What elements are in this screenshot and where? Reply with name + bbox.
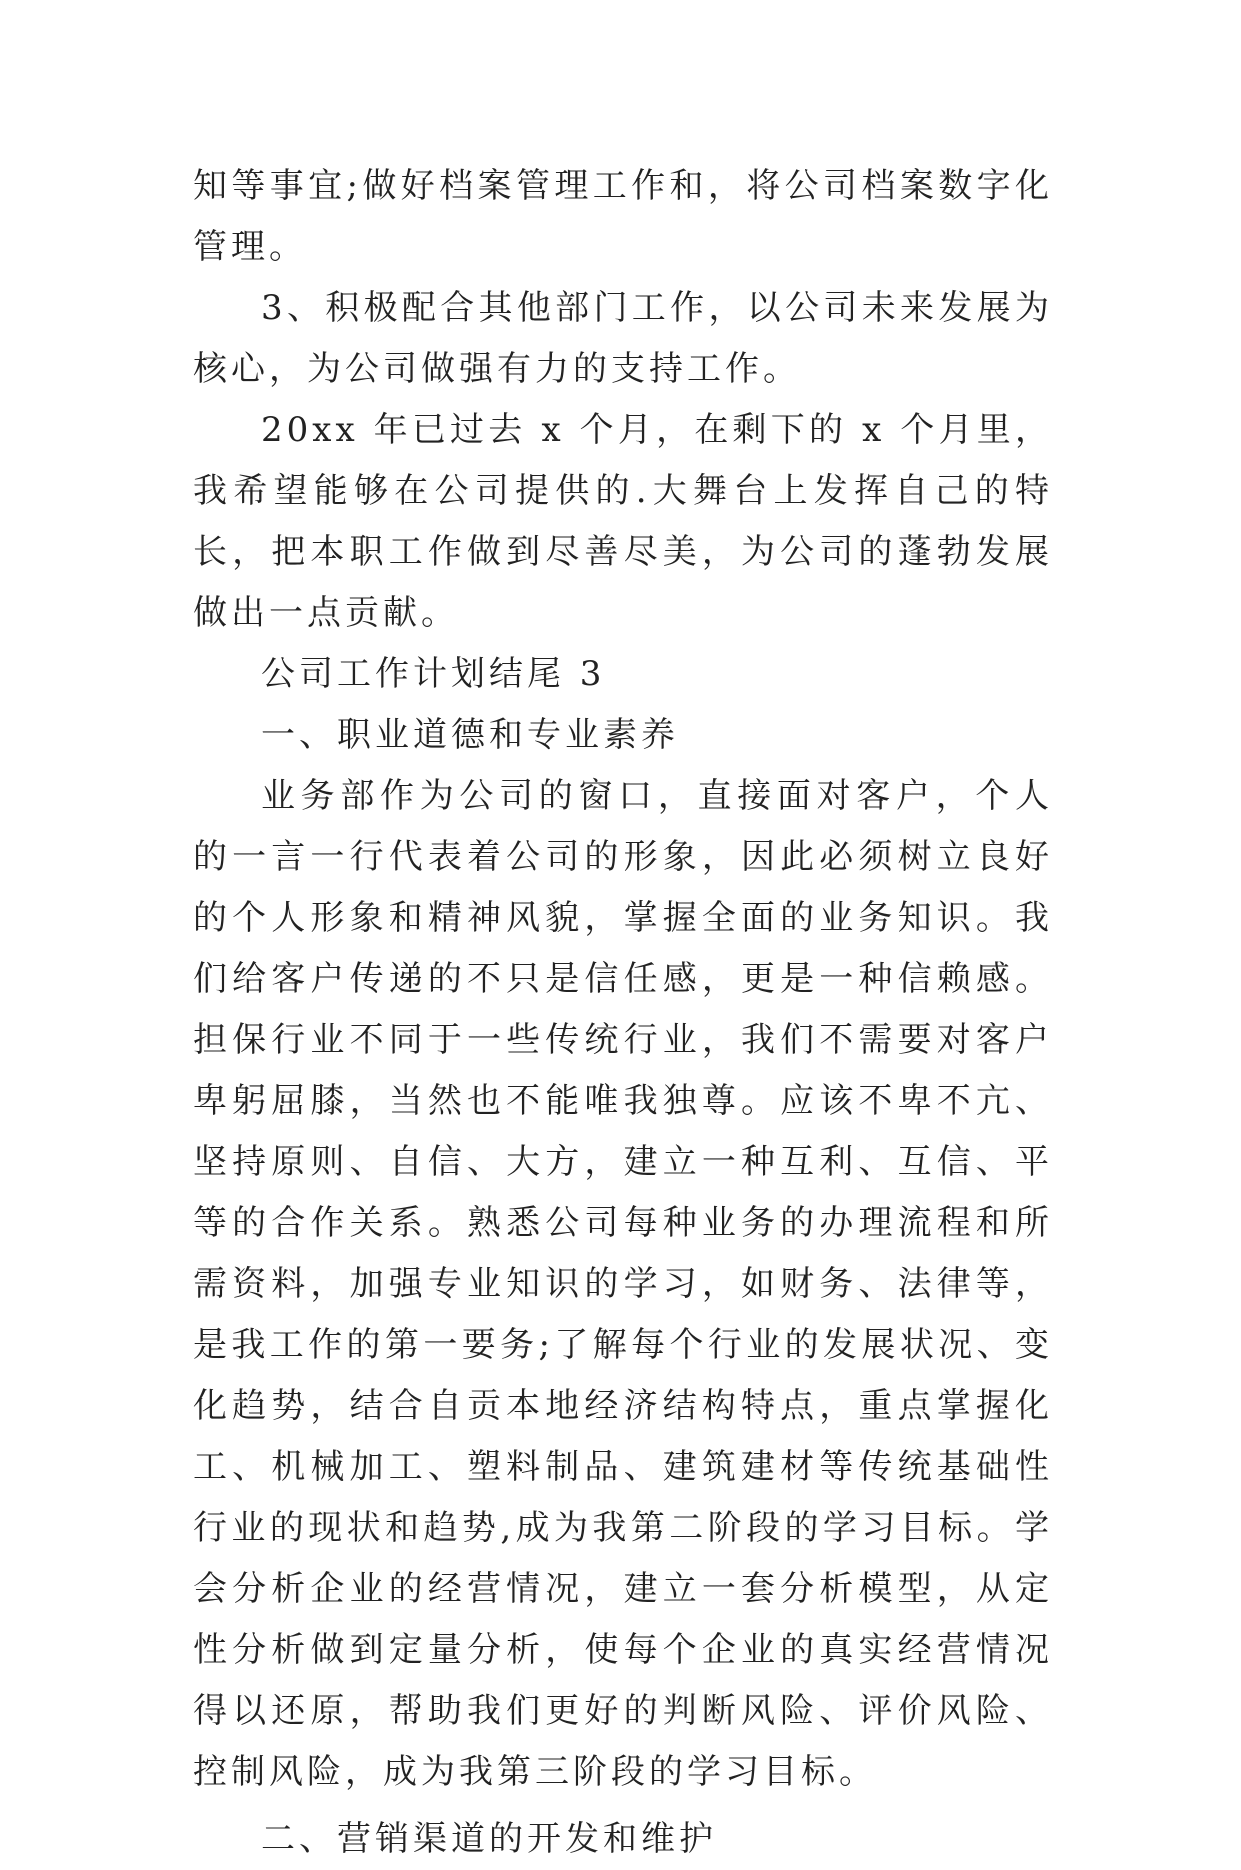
paragraph-summary: 20xx 年已过去 x 个月，在剩下的 x 个月里，我希望能够在公司提供的.大舞台上发挥自己的特长，把本职工作做到尽善尽美，为公司的蓬勃发展做出一点贡献。 xyxy=(193,410,1053,633)
paragraph-ethics-body: 业务部作为公司的窗口，直接面对客户，个人的一言一行代表着公司的形象，因此必须树立良好的个人形象和精神风貌，掌握全面的业务知识。我们给客户传递的不只是信任感，更是一种信赖感。担保行业不同于一些传统行业，我们不需要对客户卑躬屈膝，当然也不能唯我独尊。应该不卑不亢、坚持原则、自信、大方，建立一种互利、互信、平等的合作关系。熟悉公司每种业务的办理流程和所需资料，加强专业知识的学习，如财务、法律等，是我工作的第一要务;了解每个行业的发展状况、变化趋势，结合自贡本地经济结构特点，重点掌握化工、机械加工、塑料制品、建筑建材等传统基础性行业的现状和趋势,成为我第二阶段的学习目标。学会分析企业的经营情况，建立一套分析模型，从定性分析做到定量分析，使每个企业的真实经营情况得以还原，帮助我们更好的判断风险、评价风险、控制风险，成为我第三阶段的学习目标。 xyxy=(193,776,1053,1792)
subheading-ethics: 一、职业道德和专业素养 xyxy=(261,715,679,755)
paragraph-continuation: 知等事宜;做好档案管理工作和，将公司档案数字化管理。 xyxy=(193,166,1053,267)
document-body xyxy=(193,156,1053,1870)
section-title: 公司工作计划结尾 3 xyxy=(261,654,606,694)
subheading-channels: 二、营销渠道的开发和维护 xyxy=(261,1819,717,1859)
paragraph-item-3: 3、积极配合其他部门工作，以公司未来发展为核心，为公司做强有力的支持工作。 xyxy=(193,288,1053,389)
